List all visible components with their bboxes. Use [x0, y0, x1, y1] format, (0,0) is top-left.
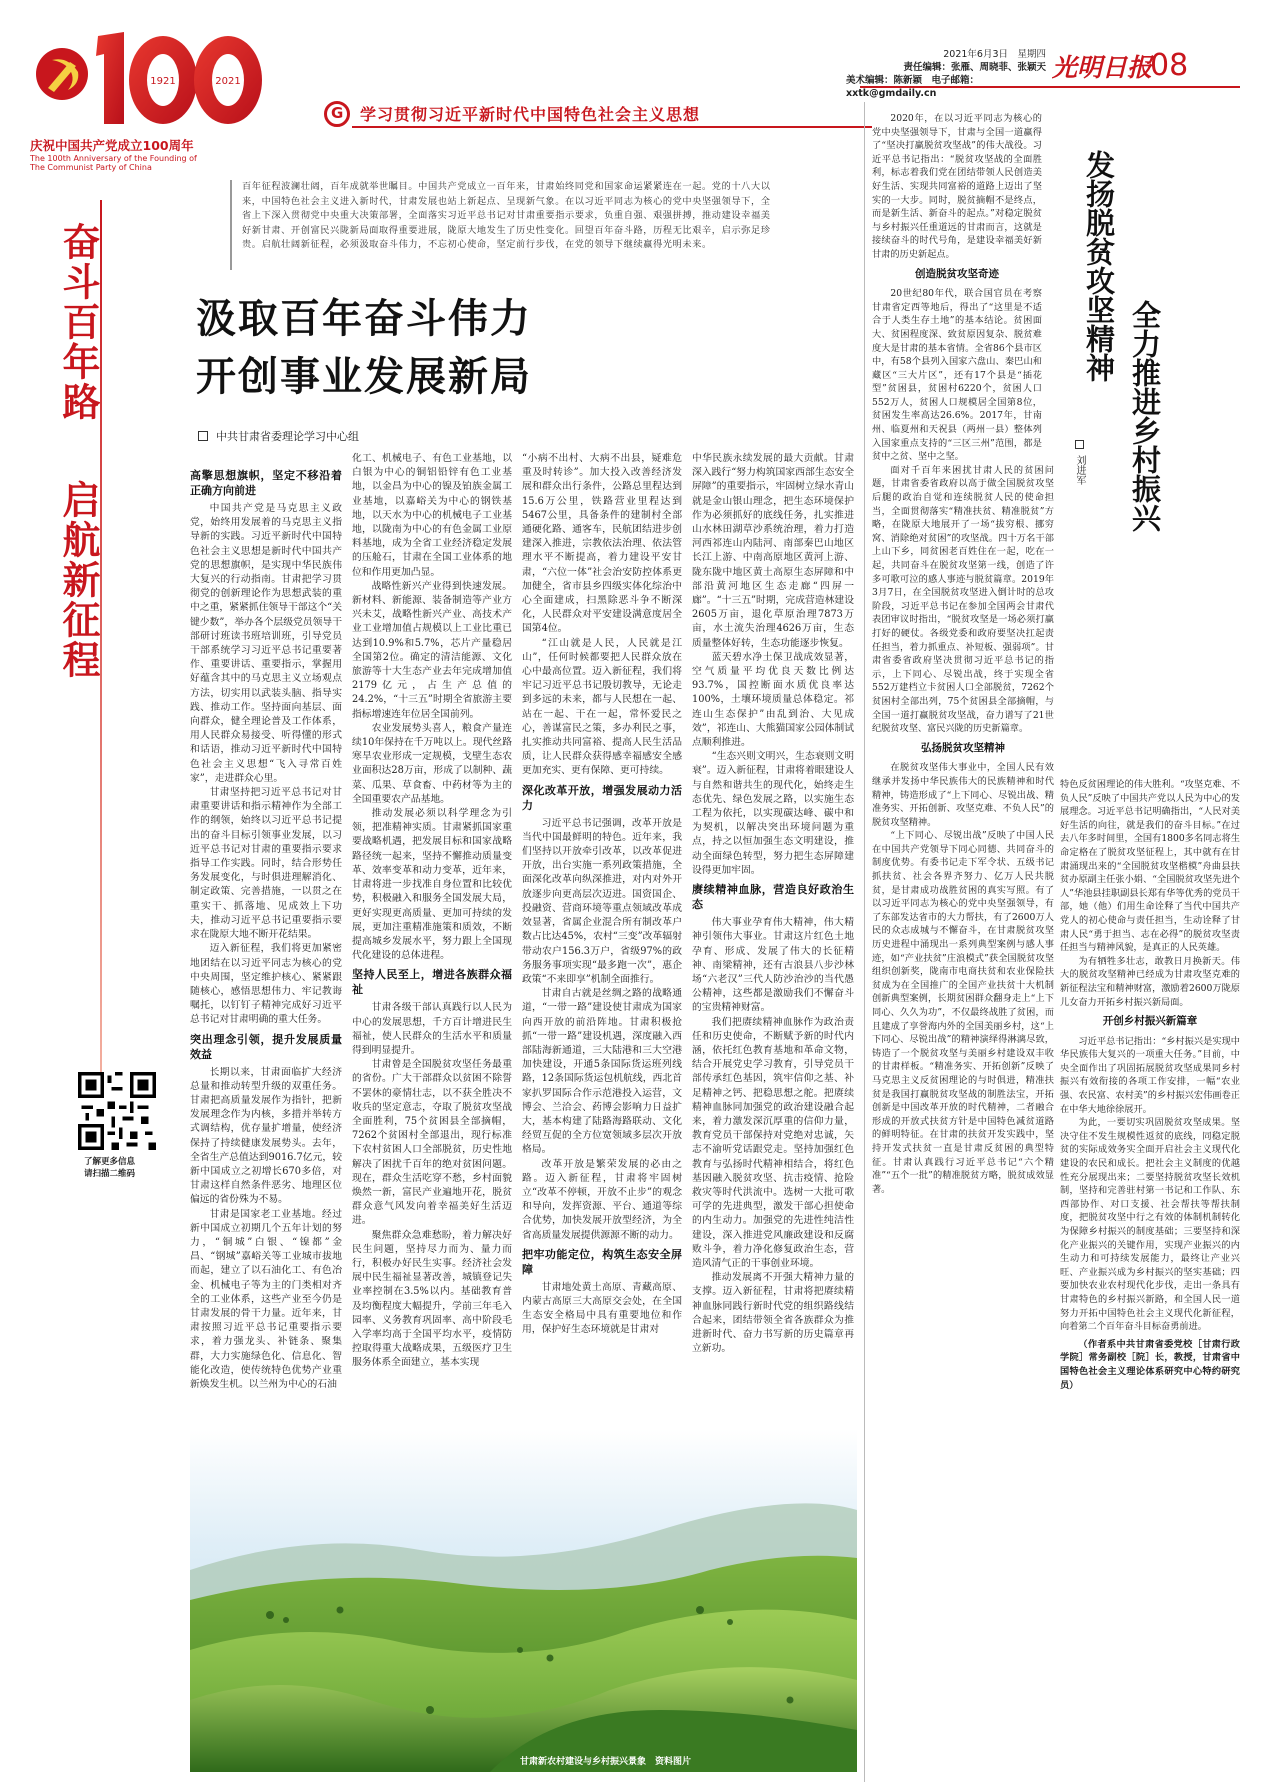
section-heading: 把牢功能定位，构筑生态安全屏障: [522, 1247, 682, 1276]
right-headline-a: 发扬脱贫攻坚精神: [1082, 150, 1116, 382]
photo-caption: 甘肃新农村建设与乡村振兴景象 资料图片: [520, 1757, 692, 1767]
page-number: 08: [1150, 48, 1189, 83]
section-heading: 赓续精神血脉，营造良好政治生态: [692, 883, 854, 912]
paragraph: 聚焦群众急难愁盼，着力解决好民生问题，坚持尽力而为、量力而行，积极办好民生实事。经济社会发展中民生福祉显著改善，城镇登记失业率控制在3.5%以内。基础教育普及均衡程度大幅提升，学前三年毛入园率、义务教育巩固率、高中阶段毛入学率均高于全国平均水平，疫情防控取得重大战略成果，五级医疗卫生服务体系全面建立，基本实现: [352, 1229, 512, 1369]
paragraph: 长期以来，甘肃面临扩大经济总量和推动转型升级的双重任务。甘肃把高质量发展作为指针，把新发展理念作为内核，多措并举转方式调结构，优存量扩增量，使经济保持了持续健康发展势头。去年，全省生产总值达到9016.7亿元，较新中国成立之初增长670多倍，对甘肃这样自然条件恶劣、地理区位偏远的省份殊为不易。: [190, 1066, 342, 1206]
paragraph: 习近平总书记指出：“乡村振兴是实现中华民族伟大复兴的一项重大任务。”目前，中央全面作出了巩固拓展脱贫攻坚成果同乡村振兴有效衔接的各项工作安排，一幅“农业强、农民富、农村美”的乡村振兴宏伟画卷正在中华大地徐徐展开。: [1060, 1035, 1240, 1115]
slogan-a: 奋斗百年路: [56, 222, 100, 422]
section-heading: 开创乡村振兴新篇章: [1102, 1015, 1198, 1028]
byline-box-icon: [198, 431, 208, 441]
decorative-rule: [100, 200, 102, 1080]
qr-code[interactable]: [78, 1072, 156, 1150]
paragraph: 伟大事业孕育伟大精神，伟大精神引领伟大事业。甘肃这片红色土地孕育、形成、发展了伟大的长征精神、南梁精神，还有古浪县八步沙林场“六老汉”三代人防沙治沙的当代愚公精神，这些都是激励我们不懈奋斗的宝贵精神财富。: [692, 917, 854, 1014]
paragraph: 甘肃各级干部认真践行以人民为中心的发展思想，千方百计增进民生福祉，使人民群众的生活水平和质量得到明显提升。: [352, 1002, 512, 1056]
paragraph: 为此，一要切实巩固脱贫攻坚成果。坚决守住不发生规模性返贫的底线，同稳定脱贫的实际成效务实全面开启社会主义现代化建设的农民和成长。把社会主义制度的优越性充分展现出来；二要坚持脱贫攻坚长效机制，坚持和完善驻村第一书记和工作队、东西部协作、对口支援、社会帮扶等帮扶制度，把脱贫攻坚中行之有效的体制机制转化为保障乡村振兴的制度基础；三要坚持和深化产业振兴的关键作用，实现产业振兴的内生动力和可持续发展能力，最终让产业兴旺、产业振兴成为乡村振兴的坚实基础；四要加快农业农村现代化步伐，走出一条具有甘肃特色的乡村振兴新路，和全国人民一道努力开拓中国特色社会主义现代化新征程，向着第二个百年奋斗目标奋勇前进。: [1060, 1117, 1240, 1333]
right-column-2: [1060, 778, 1240, 1778]
column-divider: [864, 102, 865, 1782]
header-rule: [860, 86, 1240, 88]
intro-text: 百年征程波澜壮阔，百年成就举世瞩目。中国共产党成立一百年来，甘肃始终同党和国家命运紧紧连在一起。党的十八大以来，中国特色社会主义进入新时代，甘肃发展也站上新起点、呈现新气象。在以习近平同志为核心的党中央坚强领导下，全省上下深入贯彻党中央重大决策部署，全面落实习近平总书记对甘肃重要指示要求，负重自强、艰强拼搏，推动建设幸福美好新甘肃、开创富民兴陇新局面取得重要进展，陇原大地发生了历史性变化。回望百年奋斗路，历程无比艰辛，启示弥足珍贵。启航壮阔新征程，必须汲取奋斗伟力，不忘初心使命，坚定前行步伐，在党的领导下继续赢得光明未来。: [242, 181, 771, 250]
art-editor-line: 美术编辑：陈新颖 电子邮箱：xxtk@gmdaily.cn: [846, 75, 980, 99]
paragraph: 甘肃曾是全国脱贫攻坚任务最重的省份。广大干部群众以贫困不除誓不罢休的豪情壮志，以不获全胜决不收兵的坚定意志，夺取了脱贫攻坚战全面胜利，75个贫困县全部摘帽，7262个贫困村全部退出，现行标准下农村贫困人口全部脱贫，历史性地解决了困扰千百年的绝对贫困问题。现在，群众生活吃穿不愁，乡村面貌焕然一新，富民产业遍地开花，脱贫群众意气风发向着幸福美好生活迈进。: [352, 1059, 512, 1227]
column-title: 学习贯彻习近平新时代中国特色社会主义思想: [360, 105, 701, 124]
intro-block: [230, 180, 780, 270]
paragraph: 蓝天碧水净土保卫战成效显著，空气质量平均优良天数比例达93.7%，国控断面水质优良率达100%，土壤环境质量总体稳定。祁连山生态保护”由乱到治、大见成效”，祁连山、大熊猫国家公园体制试点顺利推进。: [692, 651, 854, 749]
section-heading: 创造脱贫攻坚奇迹: [915, 267, 999, 280]
headline-line-2: 开创事业发展新局: [196, 354, 532, 400]
section-heading: 弘扬脱贫攻坚精神: [921, 741, 1005, 754]
header-meta: [846, 48, 1046, 100]
section-heading: 高擎思想旗帜，坚定不移沿着正确方向前进: [190, 469, 342, 497]
anniversary-title-en: The 100th Anniversary of the Founding of The Communist Party of China: [30, 154, 197, 172]
section-heading: 坚持人民至上，增进各族群众福祉: [352, 968, 512, 997]
byline-box-icon: [1075, 440, 1084, 449]
paragraph: 我们把赓续精神血脉作为政治责任和历史使命，不断赋予新的时代内涵，依托红色教育基地和革命文物，结合开展党史学习教育，引导党员干部传承红色基因，筑牢信仰之基、补足精神之钙、把稳思想之舵。把赓续精神血脉同加强党的政治建设融合起来，着力激发深沉厚重的信仰力量，教育党员干部保持对党绝对忠诚，矢志不渝听党话跟党走。坚持加强红色教育与弘扬时代精神相结合，将红色基因融入脱贫攻坚、抗击疫情、抢险救灾等时代洪流中。选树一大批可歌可学的先进典型，激发干部心担使命的内生动力。加强党的先进性纯洁性建设，深入推进党风廉政建设和反腐败斗争，着力净化修复政治生态，营造风清气正的干事创业环境。: [692, 1016, 854, 1269]
headline-line-1: 汲取百年奋斗伟力: [196, 296, 532, 342]
column-banner: [324, 96, 864, 130]
paragraph: 面对千百年来困扰甘肃人民的贫困问题，甘肃省委省政府以高于做全国脱贫攻坚后腿的政治自觉和连续脱贫人民的使命担当，全面贯彻落实“精准扶贫、精准脱贫”方略，在陇原大地展开了一场“拔穷根、挪穷窝、消除绝对贫困”的攻坚战。四十万名干部上山下乡，同贫困老百姓住在一起，吃在一起，共同奋斗在脱贫攻坚第一线，创造了许多可歌可泣的感人事迹与脱贫篇章。2019年3月7日，在全国脱贫攻坚进入倒计时的总攻阶段，习近平总书记在参加全国两会甘肃代表团审议时指出，“脱贫攻坚是一场必须打赢打好的硬仗。各级党委和政府要坚决扛起责任担当，着力抓重点、补短板、强弱项”。甘肃省委省政府坚决贯彻习近平总书记的指示，上下同心、尽锐出战，终于实现全省552万建档立卡贫困人口全部脱贫，7262个贫困村全部出列，75个贫困县全部摘帽，与全国一道打赢脱贫攻坚战，奋力谱写了21世纪脱贫攻坚、富民兴陇的历史新篇章。: [872, 464, 1054, 735]
paragraph: 战略性新兴产业得到快速发展。新材料、新能源、装备制造等产业方兴未艾，战略性新兴产业、高技术产业工业增加值占规模以上工业比重已达到10.9%和5.7%，芯片产量稳居全国第2位。确定的清洁能源、文化旅游等十大生态产业去年完成增加值2179亿元，占生产总值的24.2%，“十三五”时期全省旅游主要指标增速连年位居全国前列。: [352, 580, 512, 720]
editors-line: 责任编辑：张雁、周晓菲、张颖天: [903, 62, 1046, 73]
paragraph: 为有牺牲多壮志，敢教日月换新天。伟大的脱贫攻坚精神已经成为甘肃攻坚克难的新征程法宝和精神财富，激励着2600万陇原儿女奋力开拓乡村振兴新局面。: [1060, 955, 1240, 1008]
paper-name: 光明日报: [1052, 53, 1153, 82]
article-column-3: [522, 452, 682, 1338]
paragraph: 甘肃自古就是丝绸之路的战略通道，“一带一路”建设使甘肃成为国家向西开放的前沿阵地。甘肃积极抢抓“一带一路”建设机遇，深度融入西部陆海新通道，三大陆港和三大空港加快建设，开通5条国际货运班列线路，12条国际货运包机航线，西北首家扒罗国际合作示范港投入运营，文博会、兰洽会、药博会影响力日益扩大，基本构建了陆路海路联动、文化经贸互促的全方位宽领域多层次开放格局。: [522, 988, 682, 1156]
article-column-1: [190, 464, 342, 1392]
paragraph: 中华民族永续发展的最大贡献。甘肃深入践行“努力构筑国家西部生态安全屏障”的重要指示，牢固树立绿水青山就是金山银山理念，把生态环境保护作为必须抓好的底线任务，扎实推进山水林田湖草沙系统治理，着力打造河西祁连山内陆河、南部秦巴山地区长江上游、中南高原地区黄河上游、陇东陇中地区黄土高原生态屏障和中部沿黄河地区生态走廊“四屏一廊”。“十三五”时期，完成营造林建设2605万亩，退化草原治理7873万亩，水土流失治理4626万亩，生态质量整体好转，生态功能逐步恢复。: [692, 453, 854, 649]
paragraph: 2020年，在以习近平同志为核心的党中央坚强领导下，甘肃与全国一道赢得了“坚决打赢脱贫攻坚战”的伟大战役。习近平总书记指出：“脱贫攻坚战的全面胜利，标志着我们党在团结带领人民创造美好生活、实现共同富裕的道路上迈出了坚实的一大步。同时，脱贫摘帽不是终点，而是新生活、新奋斗的起点。”对稳定脱贫与乡村振兴任重道远的甘肃而言，这就是接续奋斗的时代号角，是建设幸福美好新甘肃的历史新起点。: [872, 113, 1042, 260]
paragraph: “生态兴则文明兴，生态衰则文明衰”。迈入新征程，甘肃将着眼建设人与自然和谐共生的现代化，始终走生态优先、绿色发展之路，以实施生态工程为依托，以实现碳达峰、碳中和为契机，以解决突出环境问题为重点，持之以恒加强生态文明建设，推动全面绿色转型，努力把生态屏障建设得更加牢固。: [692, 751, 854, 876]
party-emblem-icon: [28, 26, 268, 136]
paragraph: “上下同心、尽锐出战”反映了中国人民在中国共产党领导下同心同德、共同奋斗的制度优势。有委书记走下军令状、五级书记抓扶贫、社会各界齐努力、亿万人民共脱贫，是甘肃成功战胜贫困的真实写照。有了以习近平同志为核心的党中央坚强领导，有了东部发达省市的大力帮扶，有了2600万人民的众志成城与不懈奋斗，在甘肃脱贫攻坚历史进程中涌现出一系列典型案例与感人事迹，如“产业扶贫”庄浪模式”获全国脱贫攻坚组织创新奖，陇南市电商扶贫和农业保险扶贫成为在全国推广的全国产业扶贫十大机制创新典型案例，长期贫困群众翻身走上“上下同心、久久为功”，不仅最终战胜了贫困，而且建成了享誉海内外的全国美丽乡村，这“上下同心、尽锐出战”的精神演绎得淋漓尽致，铸造了一个脱贫攻坚与美丽乡村建设双丰收的甘肃样板。“精准务实、开拓创新”反映了马克思主义反贫困理论的与时俱进，精准扶贫是我国打赢脱贫攻坚战的制胜法宝，开拓创新是中国改革开放的时代精神，二者融合形成的开放式扶贫方针是中国特色减贫道路的鲜明特征。在甘肃的扶贫开发实践中，坚持开发式扶贫一直是甘肃反贫困的典型特征。甘肃认真践行习近平总书记“六个精准”“五个一批”的精准脱贫方略，脱贫成效显著。: [872, 830, 1054, 1195]
byline-text: 中共甘肃省委理论学习中心组: [216, 430, 359, 443]
year-a: 1921: [150, 76, 176, 87]
main-headline: [196, 290, 532, 406]
paragraph: 农业发展势头喜人，粮食产量连续10年保持在千万吨以上。现代丝路寒旱农业形成一定规模，戈壁生态农业面积达28万亩，形成了以制种、蔬菜、瓜果、草食畜、中药材等为主的全国重要农产品基地。: [352, 722, 512, 805]
article-column-4: [692, 452, 854, 1356]
qr-code-icon: [78, 1072, 156, 1150]
article-column-2: [352, 452, 512, 1371]
paragraph: “江山就是人民，人民就是江山”，任何时候都要把人民群众放在心中最高位置。迈入新征程，我们将牢记习近平总书记殷切教导，无论走到多远的未来，都与人民想在一起、站在一起、干在一起，常怀爱民之心，善谋富民之策，多办利民之事，扎实推动共同富裕、提高人民生活品质，让人民群众获得感幸福感安全感更加充实、更有保障、更可持续。: [522, 637, 682, 777]
paragraph: 甘肃坚持把习近平总书记对甘肃重要讲话和指示精神作为全部工作的纲领，始终以习近平总书记提出的奋斗目标引领事业发展，以习近平总书记对甘肃的重要指示要求指导工作实践。同时，结合形势任务发展变化，与时俱进理解消化、制定政策、完善措施，一以贯之在重实干、抓落地、见成效上下功夫，推动习近平总书记重要指示要求在陇原大地不断开花结果。: [190, 787, 342, 941]
paragraph: “小病不出村、大病不出县，疑难危重及时转诊”。加大投入改善经济发展和群众出行条件，公路总里程达到15.6万公里，铁路营业里程达到5467公里，具备条件的建制村全部通硬化路、通客车，民航团结进步创建深入推进，宗教依法治理、依法管理水平不断提高，着力建设平安甘肃，“六位一体”社会治安防控体系更加健全，省市县乡四级实体化综治中心全面建成，扫黑除恶斗争不断深化，人民群众对平安建设满意度居全国第4位。: [522, 453, 682, 635]
section-heading: 深化改革开放，增强发展动力活力: [522, 783, 682, 812]
paragraph: 20世纪80年代，联合国官员在考察甘肃省定西等地后，得出了“这里是不适合于人类生存土地”的基本结论。贫困面大、贫困程度深、致贫原因复杂、脱贫难度大是甘肃的基本省情。全省86个县市区中，有58个县列入国家六盘山、秦巴山和藏区“三大片区”，还有17个县是“插花型”贫困县，贫困村6220个，贫困人口552万人，贫困人口规模居全国第8位，贫困发生率高达26.6%。2017年，甘南州、临夏州和天祝县（两州一县）整体列入国家重点支持的“三区三州”范围，都是贫中之贫、坚中之坚。: [872, 288, 1042, 463]
paragraph: 推动发展离不开强大精神力量的支撑。迈入新征程，甘肃将把赓续精神血脉同践行新时代党的组织路线结合起来，团结带领全省各族群众为推进新时代、奋力书写新的历史篇章再立新功。: [692, 1272, 854, 1355]
paragraph: 迈入新征程，我们将更加紧密地团结在以习近平同志为核心的党中央周围，坚定维护核心、紧紧跟随核心，感悟思想伟力、牢记教诲嘱托，以钉钉子精神完成好习近平总书记对甘肃明确的重大任务。: [190, 943, 342, 1026]
author-bio: （作者系中共甘肃省委党校［甘肃行政学院］常务副校［院］长，教授，甘肃省中国特色社会主义理论体系研究中心特约研究员）: [1060, 1338, 1240, 1391]
column-rule: [352, 126, 872, 128]
paragraph: 习近平总书记强调，改革开放是当代中国最鲜明的特色。近年来，我们坚持以开放牵引改革，以改革促进开放，出台实施一系列政策措施，全面深化改革向纵深推进，对内对外开放逐步向更高层次迈进。国资国企、投融资、营商环境等重点领域改革成效显著，省属企业混合所有制改革户数占比达45%，农村“三变”改革辐射带动农户156.3万户，省级97%的政务服务事项实现“最多跑一次”，惠企政策“不来即享”机制全面推行。: [522, 817, 682, 985]
paragraph: 中国共产党是马克思主义政党，始终用发展着的马克思主义指导新的实践。习近平新时代中国特色社会主义思想是新时代中国共产党的思想旗帜，是实现中华民族伟大复兴的行动指南。甘肃把学习贯彻党的创新理论作为思想武装的重中之重，紧紧抓住领导干部这个“关键少数”，举办各个层级党员领导干部研讨班读书班培训班，引导党员干部系统学习习近平总书记重要著作、重要讲话、重要指示，掌握用好蕴含其中的马克思主义立场观点方法，切实用以武装头脑、指导实践、推动工作。坚持面向基层、面向群众，健全理论普及工作体系，用人民群众易接受、听得懂的形式和话语，推动习近平新时代中国特色社会主义思想“飞入寻常百姓家”，走进群众心里。: [190, 503, 342, 784]
right-column-1: [872, 112, 1054, 1777]
right-byline: 刘进军: [1072, 440, 1087, 485]
section-heading: 突出理念引领，提升发展质量效益: [190, 1032, 342, 1061]
column-badge: G: [324, 101, 350, 127]
paragraph: 改革开放是繁荣发展的必由之路。迈入新征程，甘肃将牢固树立“改革不停顿，开放不止步”的观念和导向，发挥资源、平台、通道等综合优势，加快发展开放型经济，为全省高质量发展提供源源不断的动力。: [522, 1158, 682, 1241]
slogan-b: 启航新征程: [56, 480, 100, 680]
paragraph: 甘肃是国家老工业基地。经过新中国成立初期几个五年计划的努力，“铜城”白银、“镍都”金昌、“钢城”嘉峪关等工业城市拔地而起，建立了以石油化工、有色冶金、机械电子等为主的门类相对齐全的工业体系，这些产业至今仍是甘肃发展的骨干力量。近年来，甘肃按照习近平总书记重要指示要求，着力强龙头、补链条、聚集群，大力实施绿色化、信息化、智能化改造，使传统特色优势产业重新焕发生机。以兰州为中心的石油: [190, 1208, 342, 1390]
paragraph: 甘肃地处黄土高原、青藏高原、内蒙古高原三大高原交会处，在全国生态安全格局中具有重要地位和作用，保护好生态环境就是甘肃对: [522, 1281, 682, 1336]
year-b: 2021: [215, 76, 241, 87]
paragraph: 推动发展必须以科学理念为引领，把准精神实质。甘肃紧抓国家重要战略机遇，把发展目标和国家战略路径统一起来，坚持不懈推动质量变革、效率变革和动力变革，近年来，甘肃将进一步找准自身位置和比较优势，积极融入和服务全国发展大局，更好实现更高质量、更加可持续的发展，更加注重精准施策和质效，不断提高城乡发展水平，努力跟上全国现代化建设的总体进程。: [352, 808, 512, 962]
qr-caption: 了解更多信息 请扫描二维码: [84, 1157, 136, 1179]
date-line: 2021年6月3日 星期四: [943, 49, 1046, 60]
paragraph: 在脱贫攻坚伟大事业中，全国人民有效继承并发扬中华民族伟大的民族精神和时代精神，铸造形成了“上下同心、尽锐出战、精准务实、开拓创新、攻坚克难、不负人民”的脱贫攻坚精神。: [872, 762, 1054, 828]
anniversary-title-cn: 庆祝中国共产党成立100周年: [30, 138, 194, 153]
right-headline-b: 全力推进乡村振兴: [1128, 300, 1162, 532]
paragraph: 化工、机械电子、有色工业基地，以白银为中心的铜铝铅锌有色工业基地，以金昌为中心的镍及铂族金属工业基地，以嘉峪关为中心的钢铁基地，以天水为中心的机械电子工业基地，以陇南为中心的有色金属工业原料基地，成为全省工业经济稳定发展的压舱石，甘肃在全国工业体系的地位和作用更加凸显。: [352, 453, 512, 578]
main-byline: [198, 428, 359, 444]
paragraph: 特色反贫困理论的伟大胜利。“攻坚克难、不负人民”反映了中国共产党以人民为中心的发展理念。习近平总书记明确指出，“人民对美好生活的向往，就是我们的奋斗目标。”在过去八年多时间里，全国有1800多名同志将生命定格在了脱贫攻坚征程上，其中就有在甘肃涌现出来的“全国脱贫攻坚楷模”舟曲县扶贫办原副主任张小娟、“全国脱贫攻坚先进个人”华池县挂职副县长郑有华等优秀的党员干部，她（他）们用生命诠释了当代中国共产党人的初心使命与责任担当，生动诠释了甘肃人民“勇于担当、志在必得”的脱贫攻坚责任担当与精神风貌，是真正的人民英雄。: [1060, 779, 1240, 954]
